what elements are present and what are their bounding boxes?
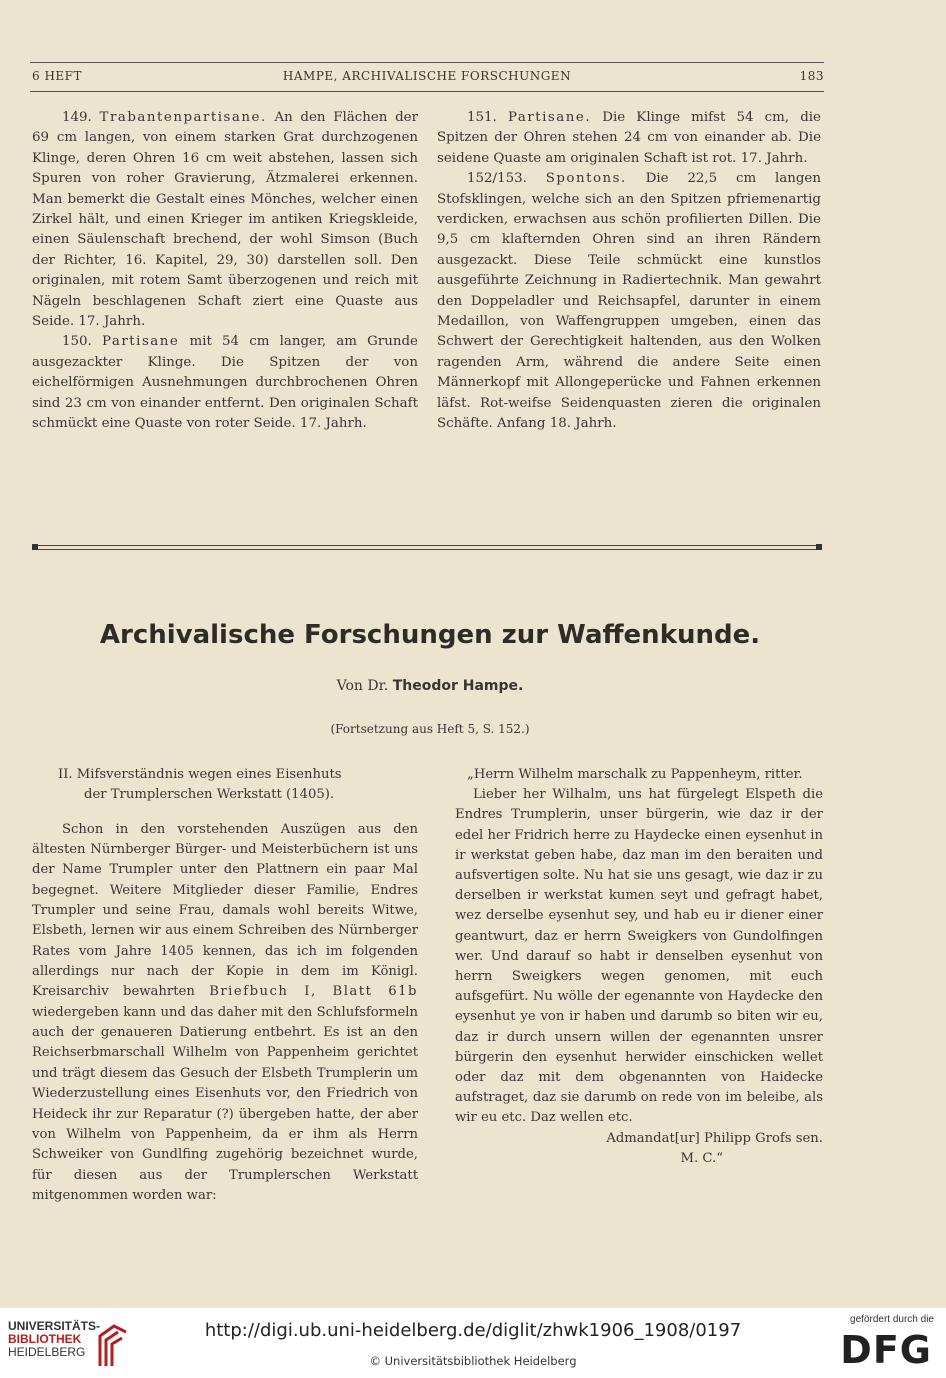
footer-bar (0, 1308, 946, 1378)
letter-body: Lieber her Wilhalm, uns hat fürgelegt Elspeth die Endres Trumplerin, unser bürgerin, wie daz ir der edel her Fridrich herre zu Haydecke einen eysenhut in ir werkstat geben habe, daz man im den beraiten und aufsvertigen solte. Nu hat sie uns gesagt, wie daz ir zu derselben ir werkstat kumen seyt und gefragt habet, wez derselbe eysenhut sey, und hab eu ir diener einer geantwurt, daz er herrn Sweigkers von Gundolfingen wer. Und darauf so habt ir denselben eysenhut von herrn Sweigkers wegen genomen, mit euch aufsgefürt. Nu wölle der egenannte von Haydecke den eysenhut ye von ir haben und darumb so biten wir eu, daz ir durch unsern willen der egenannten unsrer bürgerin den eysenhut herwider einschicken wellet oder daz mit dem obgenannten von Haidecke aufstraget, daz sie darumb on rede von im beleibe, als wir eu etc. Daz wellen etc. (455, 787, 823, 1126)
entry-152-153: 152/153. Spontons. Die 22,5 cm langen Stofsklingen, welche sich an den Spitzen pfriemenartig verdicken, erwachsen aus schön profilierten Dillen. Die 9,5 cm klafternden Ohren sind an ihren Rändern ausgezackt. Diese Teile schmückt eine kunstlos ausgeführte Zeichnung in Radiertechnik. Man gewahrt den Doppeladler und Reichsapfel, darunter in einem Medaillon, von Waffengruppen umgeben, einen das Schwert der Gerechtigkeit haltenden, aus den Wolken ragenden Arm, während die andere Seite einen Männerkopf mit Allongeperücke und Fahnen erkennen läfst. Rot-weifse Seidenquasten zieren die originalen Schäfte. Anfang 18. Jahrh. (437, 171, 821, 432)
permalink[interactable]: http://digi.ub.uni-heidelberg.de/diglit/zhwk1906_1908/0197 (204, 1320, 742, 1341)
entry-150: 150. Partisane mit 54 cm langer, am Grunde ausgezackter Klinge. Die Spitzen der von eichelförmigen Ausnehmungen durchbrochenen Ohren sind 23 cm von einander entfernt. Den originalen Schaft schmückt eine Quaste von roter Seide. 17. Jahrh. (32, 334, 418, 432)
funding-note: gefördert durch die (850, 1314, 934, 1325)
entry-151: 151. Partisane. Die Klinge mifst 54 cm, die Spitzen der Ohren stehen 24 cm von einander ab. Die seidene Quaste am originalen Schaft ist rot. 17. Jahrh. (437, 110, 821, 166)
page-number: 183 (799, 69, 824, 83)
article-title: Archivalische Forschungen zur Waffenkunde. (99, 620, 761, 650)
column-bottom-left (32, 765, 418, 1206)
column-bottom-right (455, 765, 823, 1169)
section-heading: II. Mifsverständnis wegen eines Eisenhuts der Trumplerschen Werkstatt (1405). (58, 767, 342, 803)
dfg-logo: DFG (840, 1328, 932, 1372)
column-top-right (437, 108, 821, 435)
header-title: HAMPE, ARCHIVALISCHE FORSCHUNGEN (282, 69, 572, 83)
running-header (30, 62, 824, 92)
entry-149: 149. Trabantenpartisane. An den Flächen der 69 cm langen, von einem starken Grat durchzogenen Klinge, deren Ohren 16 cm weit abstehen, lassen sich Spuren von roher Gravierung, Ätzmalerei erkennen. Man bemerkt die Gestalt eines Mönches, welcher einen Zirkel hält, und einen Krieger im antiken Kriegskleide, einen Säulenschaft brechend, der wohl Simson (Buch der Richter, 16. Kapitel, 29, 30) darstellen soll. Den originalen, mit rotem Samt überzogenen und reich mit Nägeln beschlagenen Schaft ziert eine Quaste aus Seide. 17. Jahrh. (32, 110, 418, 330)
column-top-left (32, 108, 418, 435)
continuation-note: (Fortsetzung aus Heft 5, S. 152.) (330, 722, 530, 736)
letter-address: „Herrn Wilhelm marschalk zu Pappenheym, ritter. (467, 767, 803, 782)
header-issue: 6 HEFT (32, 69, 83, 83)
body-paragraph: Schon in den vorstehenden Auszügen aus den ältesten Nürnberger Bürger- und Meisterbüchern ist uns der Name Trumpler unter den Plattnern ein paar Mal begegnet. Weitere Mitglieder dieser Familie, Endres Trumpler und seine Frau, damals wohl bereits Witwe, Elsbeth, lernen wir aus einem Schreiben des Nürnberger Rates vom Jahre 1405 kennen, das ich im folgenden allerdings nur nach der Kopie in dem im Königl. Kreisarchiv bewahrten Briefbuch I, Blatt 61b wiedergeben kann und das daher mit den Schlufsformeln auch der genaueren Datierung entbehrt. Es ist an den Reichserbmarschall Wilhelm von Pappenheim gerichtet und trägt diesem das Gesuch der Elsbeth Trumplerin um Wiederzustellung eines Eisenhuts vor, den Friedrich von Heideck ihr zur Reparatur (?) übergeben hatte, der aber von Wilhelm von Pappenheim, da er ihm als Herrn Schweiker von Gundlfing zugehörig bezeichnet wurde, für diesen aus der Trumplerschen Werkstatt mitgenommen worden war: (32, 821, 418, 1203)
article-author: Von Dr. Theodor Hampe. (336, 678, 524, 694)
section-divider (32, 543, 822, 553)
copyright: © Universitätsbibliothek Heidelberg (369, 1354, 577, 1368)
library-name: UNIVERSITÄTS- BIBLIOTHEK HEIDELBERG (8, 1319, 101, 1359)
letter-signature: Admandat[ur] Philipp Grofs sen. (606, 1130, 823, 1146)
letter-initials: M. C.“ (680, 1150, 723, 1166)
